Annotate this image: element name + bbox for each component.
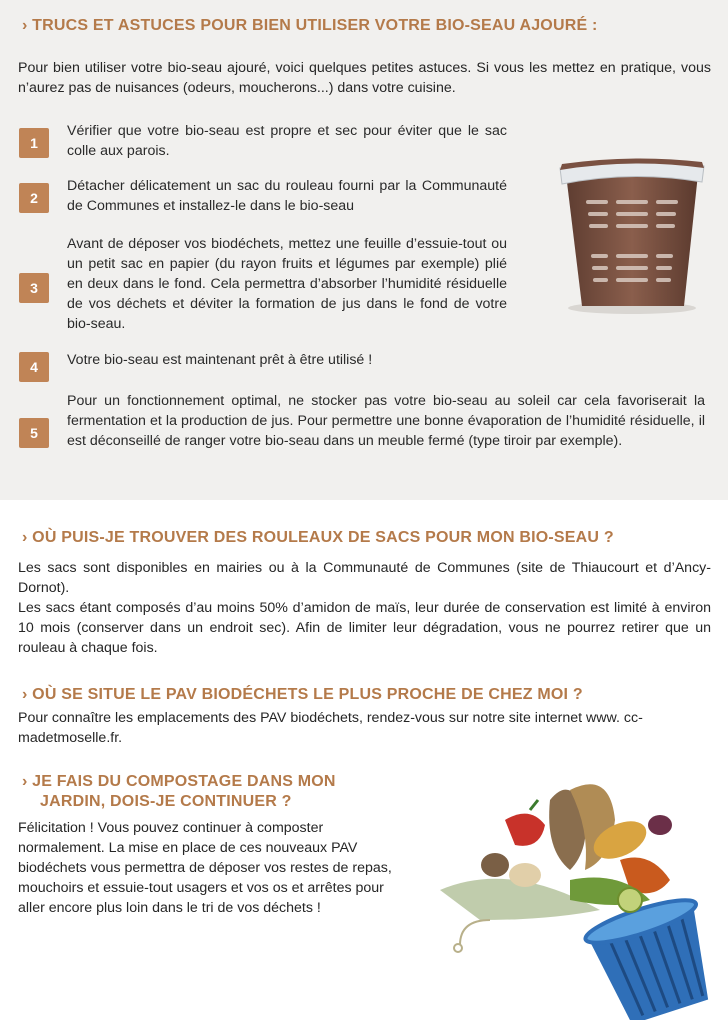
tips-heading: › TRUCS ET ASTUCES POUR BIEN UTILISER VOTRE BIO-SEAU AJOURÉ : [22,17,598,34]
step-3-text: Avant de déposer vos biodéchets, mettez une feuille d’essuie-tout ou un petit sac en papier (du rayon fruits et légumes par exemple) plié en deux dans le fond. Cela permettra d’absorber l’humidité résiduelle de vos déchets et déviter la formation de jus dans le fond de votre bio-seau. [67,236,507,332]
bags-conservation-text: Les sacs étant composés d’au moins 50% d’amidon de maïs, leur durée de conservation est limité à environ 10 mois (conserver dans un endroit sec). Afin de limiter leur dégradation, vous ne pourrez retirer que un rouleau à chaque fois. [18,600,711,656]
bags-heading: › OÙ PUIS-JE TROUVER DES ROULEAUX DE SACS POUR MON BIO-SEAU ? [22,529,614,546]
step-1-badge: 1 [19,128,49,158]
bio-seau-illustration [556,156,708,316]
pav-location-heading: › OÙ SE SITUE LE PAV BIODÉCHETS LE PLUS PROCHE DE CHEZ MOI ? [22,686,583,703]
step-5-badge: 5 [19,418,49,448]
step-5-text: Pour un fonctionnement optimal, ne stocker pas votre bio-seau au soleil car cela favoriserait la fermentation et la production de jus. Pour permettre une bonne évaporation de l’humidité résiduelle, il est déconseillé de ranger votre bio-seau dans un meuble fermé (type tiroir par exemple). [67,393,705,449]
composting-heading-line-1: › JE FAIS DU COMPOSTAGE DANS MON [22,773,336,790]
food-waste-bin-illustration [420,770,720,1020]
step-3-badge: 3 [19,273,49,303]
pav-location-text: Pour connaître les emplacements des PAV biodéchets, rendez-vous sur notre site internet www. cc-madetmoselle.fr. [18,710,643,746]
step-4-badge: 4 [19,352,49,382]
step-4-text: Votre bio-seau est maintenant prêt à être utilisé ! [67,352,373,368]
composting-text: Félicitation ! Vous pouvez continuer à composter normalement. La mise en place de ces nouveaux PAV biodéchets vous permettra de déposer vos restes de repas, mouchoirs et essuie-tout usagers et vos os et arrêtes pour aller encore plus loin dans le tri de vos déchets ! [18,820,392,916]
step-2-badge: 2 [19,183,49,213]
tips-intro: Pour bien utiliser votre bio-seau ajouré, voici quelques petites astuces. Si vous les mettez en pratique, vous n’aurez pas de nuisances (odeurs, moucherons...) dans votre cuisine. [18,60,711,96]
composting-heading-line-2: JARDIN, DOIS-JE CONTINUER ? [40,793,292,810]
bags-availability-text: Les sacs sont disponibles en mairies ou à la Communauté de Communes (site de Thiaucourt et d’Ancy-Dornot). [18,560,711,596]
step-2-text: Détacher délicatement un sac du rouleau fourni par la Communauté de Communes et installez-le dans le bio-seau [67,178,507,214]
step-1-text: Vérifier que votre bio-seau est propre et sec pour éviter que le sac colle aux parois. [67,123,507,159]
